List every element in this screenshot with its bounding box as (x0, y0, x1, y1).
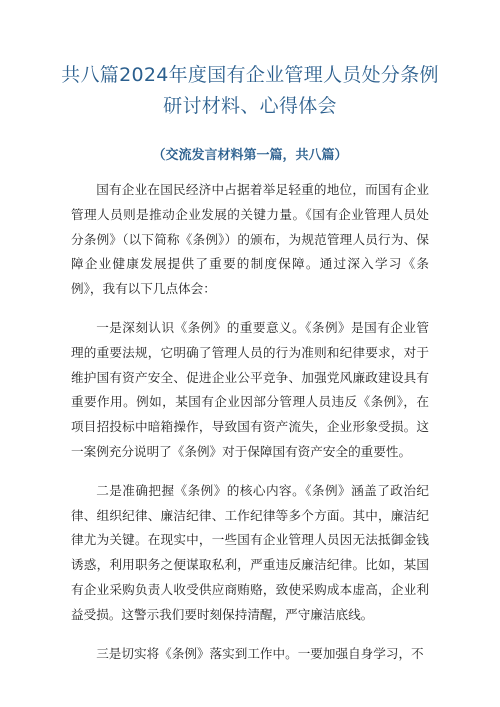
document-subtitle: （交流发言材料第一篇，共八篇） (152, 148, 348, 163)
document-title: 共八篇2024年度国有企业管理人员处分条例研讨材料、心得体会 (61, 64, 439, 117)
paragraph-point-two: 二是准确把握《条例》的核心内容。《条例》涵盖了政治纪律、组织纪律、廉洁纪律、工作纪律等多个方面。其中，廉洁纪律尤为关键。在现实中，一些国有企业管理人员因无法抵御金钱诱惑，利用职务之便谋取私利，严重违反廉洁纪律。比如，某国有企业采购负责人收受供应商贿赂，致使采购成本虚高，企业利益受损。这警示我们要时刻保持清醒，严守廉洁底线。 (71, 482, 429, 622)
paragraph-point-one: 一是深刻认识《条例》的重要意义。《条例》是国有企业管理的重要法规，它明确了管理人员的行为准则和纪律要求，对于维护国有资产安全、促进企业公平竞争、加强党风廉政建设具有重要作用。例如，某国有企业因部分管理人员违反《条例》，在项目招投标中暗箱操作，导致国有资产流失，企业形象受损。这一案例充分说明了《条例》对于保障国有资产安全的重要性。 (71, 319, 429, 459)
paragraph-intro: 国有企业在国民经济中占据着举足轻重的地位，而国有企业管理人员则是推动企业发展的关键力量。《国有企业管理人员处分条例》（以下简称《条例》）的颁布，为规范管理人员行为、保障企业健康发展提供了重要的制度保障。通过深入学习《条例》，我有以下几点体会： (71, 182, 429, 297)
paragraph-point-three: 三是切实将《条例》落实到工作中。一要加强自身学习，不 (96, 645, 424, 661)
document-body (71, 178, 429, 680)
